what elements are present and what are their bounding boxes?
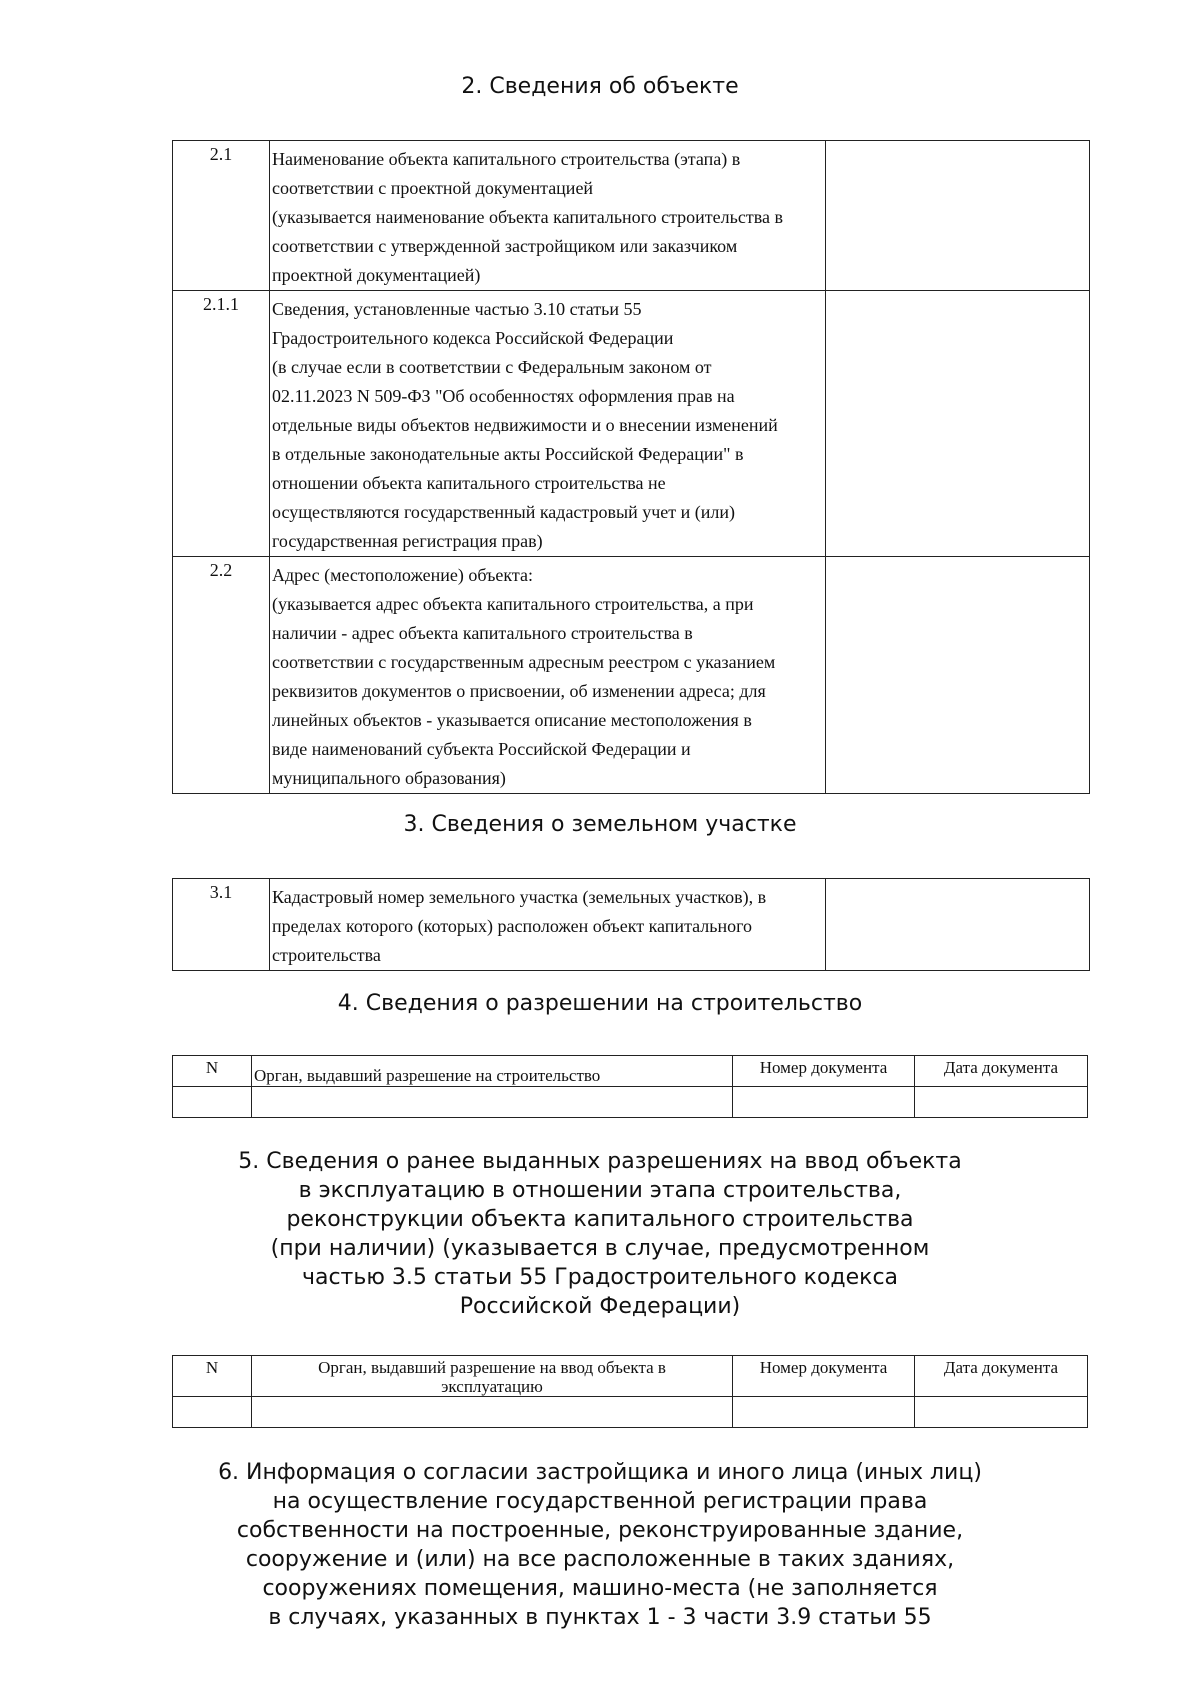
document-date-cell[interactable] [915, 1397, 1088, 1428]
document-number-cell[interactable] [733, 1397, 915, 1428]
address-value-cell[interactable] [826, 557, 1090, 794]
row-description: Сведения, установленные частью 3.10 статьи 55 Градостроительного кодекса Российской Федерации (в случае если в соответствии с Федеральным законом от 02.11.2023 N 509-ФЗ "Об особенностях оформления прав на отдельные виды объектов недвижимости и о внесении изменений в отдельные законодательные акты Российской Федерации" в отношении объекта капитального строительства не осуществляются государственный кадастровый учет и (или) государственная регистрация прав) [270, 291, 826, 557]
construction-permit-table [172, 1055, 1088, 1118]
organ-cell[interactable] [252, 1087, 733, 1118]
row-description: Наименование объекта капитального строительства (этапа) в соответствии с проектной документацией (указывается наименование объекта капитального строительства в соответствии с утвержденной застройщиком или заказчиком проектной документацией) [270, 141, 826, 291]
previous-commissioning-permits-table [172, 1355, 1088, 1428]
table-header-row [173, 1056, 1088, 1087]
column-header-organ: Орган, выдавший разрешение на ввод объекта в эксплуатацию [252, 1356, 733, 1397]
row-number: 2.1 [173, 141, 270, 291]
section-2-title: 2. Сведения об объекте [461, 74, 739, 99]
document-date-cell[interactable] [915, 1087, 1088, 1118]
row-number: 3.1 [173, 879, 270, 971]
object-info-table [172, 140, 1090, 794]
row-number: 2.2 [173, 557, 270, 794]
organ-cell[interactable] [252, 1397, 733, 1428]
column-header-n: N [173, 1056, 252, 1087]
column-header-n: N [173, 1356, 252, 1397]
cadastral-number-value-cell[interactable] [826, 879, 1090, 971]
column-header-organ: Орган, выдавший разрешение на строительство [252, 1056, 733, 1087]
column-header-date: Дата документа [915, 1356, 1088, 1397]
n-cell[interactable] [173, 1397, 252, 1428]
section-6-title: 6. Информация о согласии застройщика и иного лица (иных лиц) на осуществление государственной регистрации права собственности на построенные, реконструированные здание, сооружение и (или) на все расположенные в таких зданиях, сооружениях помещения, машино-места (не заполняется в случаях, указанных в пунктах 1 - 3 части 3.9 статьи 55 [218, 1460, 982, 1630]
section-4-title: 4. Сведения о разрешении на строительство [337, 991, 863, 1016]
object-name-value-cell[interactable] [826, 141, 1090, 291]
column-header-number: Номер документа [733, 1356, 915, 1397]
row-description: Адрес (местоположение) объекта: (указывается адрес объекта капитального строительства, а при наличии - адрес объекта капитального строительства в соответствии с государственным адресным реестром с указанием реквизитов документов о присвоении, об изменении адреса; для линейных объектов - указывается описание местоположения в виде наименований субъекта Российской Федерации и муниципального образования) [270, 557, 826, 794]
section-3-title: 3. Сведения о земельном участке [403, 812, 797, 837]
n-cell[interactable] [173, 1087, 252, 1118]
table-row [173, 1397, 1088, 1428]
row-number: 2.1.1 [173, 291, 270, 557]
table-row [173, 141, 1090, 291]
column-header-number: Номер документа [733, 1056, 915, 1087]
section-5-title: 5. Сведения о ранее выданных разрешениях на ввод объекта в эксплуатацию в отношении этапа строительства, реконструкции объекта капитального строительства (при наличии) (указывается в случае, предусмотренном частью 3.5 статьи 55 Градостроительного кодекса Российской Федерации) [238, 1149, 962, 1319]
column-header-date: Дата документа [915, 1056, 1088, 1087]
table-row [173, 879, 1090, 971]
table-row [173, 557, 1090, 794]
table-header-row [173, 1356, 1088, 1397]
table-row [173, 1087, 1088, 1118]
table-row [173, 291, 1090, 557]
document-number-cell[interactable] [733, 1087, 915, 1118]
article-info-value-cell[interactable] [826, 291, 1090, 557]
land-plot-table [172, 878, 1090, 971]
row-description: Кадастровый номер земельного участка (земельных участков), в пределах которого (которых) расположен объект капитального строительства [270, 879, 826, 971]
